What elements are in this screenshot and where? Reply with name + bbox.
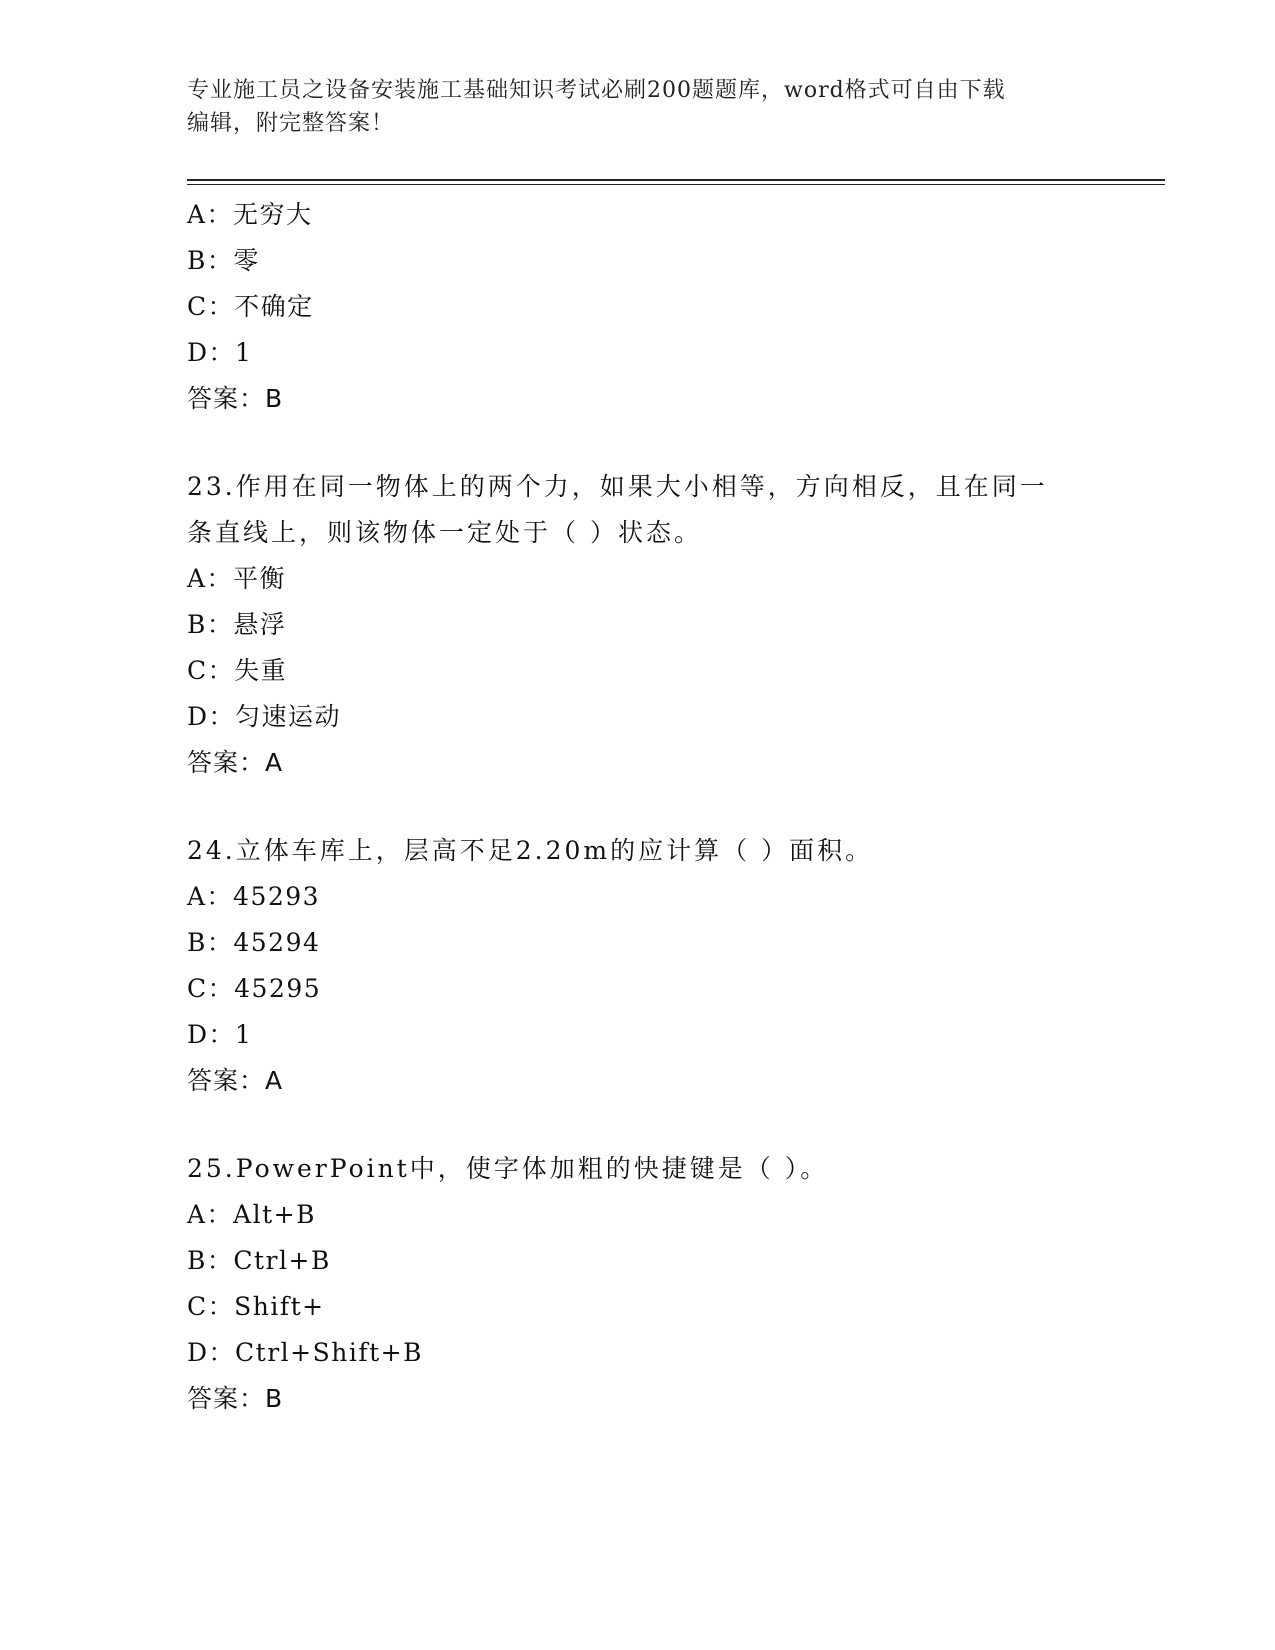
header-divider-thin: [187, 184, 1165, 185]
document-body: [187, 192, 1107, 1422]
question-24: [187, 828, 1107, 1104]
document-header: [187, 74, 1087, 140]
question-23: [187, 464, 1107, 786]
question-stem-line-1: 24.立体车库上，层高不足2.20m的应计算（ ）面积。: [187, 836, 874, 865]
answer: 答案：A: [187, 1066, 284, 1095]
option-a: A：平衡: [187, 564, 287, 593]
option-b: B：悬浮: [187, 610, 287, 639]
answer: 答案：B: [187, 1384, 284, 1413]
option-a: A：Alt+B: [187, 1200, 316, 1229]
option-c: C：45295: [187, 974, 322, 1003]
option-c: C：失重: [187, 656, 288, 685]
option-b: B：Ctrl+B: [187, 1246, 331, 1275]
header-divider-thick: [187, 179, 1165, 181]
answer: 答案：A: [187, 748, 284, 777]
option-d: D：匀速运动: [187, 702, 342, 731]
option-b: B：45294: [187, 928, 321, 957]
question-22: [187, 192, 1107, 422]
option-a: A：45293: [187, 882, 321, 911]
question-stem-line-1: 23.作用在同一物体上的两个力，如果大小相等，方向相反，且在同一: [187, 472, 1048, 501]
header-title-line-1: 专业施工员之设备安装施工基础知识考试必刷200题题库，word格式可自由下载: [187, 78, 1006, 103]
question-25: [187, 1146, 1107, 1422]
option-d: D：Ctrl+Shift+B: [187, 1338, 423, 1367]
option-a: A：无穷大: [187, 200, 313, 229]
question-stem-line-2: 条直线上，则该物体一定处于（ ）状态。: [187, 518, 702, 547]
answer: 答案：B: [187, 384, 284, 413]
question-stem-line-1: 25.PowerPoint中，使字体加粗的快捷键是（ ）。: [187, 1154, 829, 1183]
option-d: D：1: [187, 1020, 253, 1049]
option-c: C：Shift+: [187, 1292, 325, 1321]
option-b: B：零: [187, 246, 260, 275]
header-title-line-2: 编辑，附完整答案！: [187, 111, 395, 136]
option-c: C：不确定: [187, 292, 314, 321]
option-d: D：1: [187, 338, 253, 367]
